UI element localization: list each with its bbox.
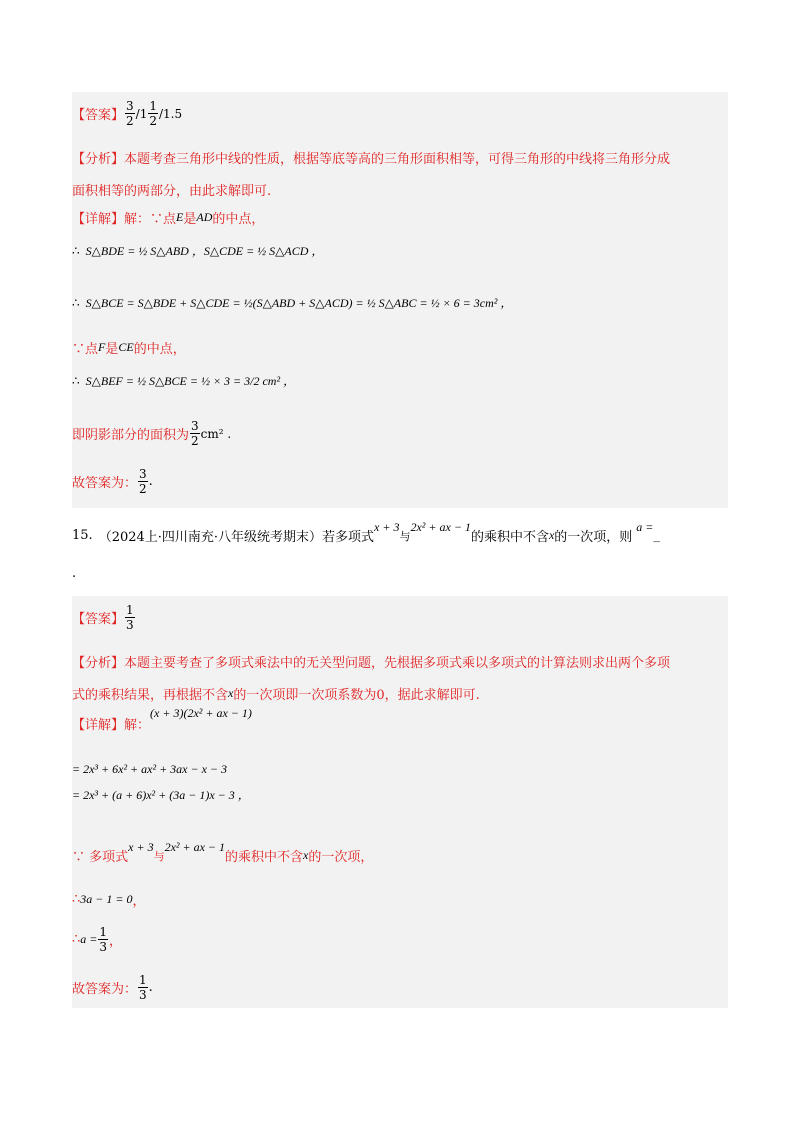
q15-answer-fraction: $\frac{1}{3}$ (126, 603, 134, 632)
q14-equation-1: ∴ S△BDE = ½ S△ABD ，S△CDE = ½ S△ACD ， (72, 243, 324, 258)
q15-because-line: ∵ 多项式 x + 3 与 2x² + ax − 1 的乘积中不含 x 的一次项， (72, 840, 374, 865)
q14-f-midpoint-line: ∵点 F 是 CE 的中点， (72, 340, 186, 357)
q15-detail-line: 【详解】 解： (x + 3)(2x² + ax − 1) (72, 706, 252, 733)
shadow-fraction: $\frac{3}{2}$ (191, 419, 199, 448)
q15-final-answer-line: 故答案为： $\frac{1}{3}$ . (72, 973, 153, 1002)
q15-final-fraction: $\frac{1}{3}$ (139, 973, 147, 1002)
q15-so-line-1: ∴ 3a − 1 = 0 ， (72, 892, 146, 909)
answer-mixed-fraction: $\frac{1}{2}$ (149, 99, 157, 128)
q14-analysis-line-2: 面积相等的两部分，由此求解即可. (72, 184, 272, 199)
q15-question-line: 15. （2024上·四川南充·八年级统考期末）若多项式 x + 3 与 2x² + ax − 1 的乘积中不含 x 的一次项，则 a = _ (72, 520, 660, 545)
answer-label: 【答案】 (72, 108, 125, 123)
q15-question-period: . (72, 566, 77, 581)
q14-shadow-area-line: 即阴影部分的面积为 $\frac{3}{2}$ cm² . (72, 419, 232, 448)
answer-fraction: $\frac{3}{2}$ (126, 99, 134, 128)
q14-answer-line: 【答案】 $\frac{3}{2}$ /1 $\frac{1}{2}$ /1.5 (72, 99, 183, 128)
q14-detail-line: 【详解】 解：∵点 E 是 AD 的中点， (72, 210, 265, 227)
q15-so-line-2: ∴ a = $\frac{1}{3}$ ， (72, 925, 123, 954)
final-fraction: $\frac{3}{2}$ (139, 467, 147, 496)
q15-step-2: = 2x³ + (a + 6)x² + (3a − 1)x − 3 ， (72, 788, 250, 802)
q15-a-fraction: $\frac{1}{3}$ (99, 925, 108, 954)
q15-analysis-line-2: 式的乘积结果，再根据不含 x 的一次项即一次项系数为0，据此求解即可. (72, 686, 480, 703)
q14-equation-3: ∴ S△BEF = ½ S△BCE = ½ × 3 = 3/2 cm² ， (72, 373, 296, 388)
q15-answer-line: 【答案】 $\frac{1}{3}$ (72, 603, 134, 632)
q14-final-answer-line: 故答案为： $\frac{3}{2}$ . (72, 467, 153, 496)
q14-equation-2: ∴ S△BCE = S△BDE + S△CDE = ½(S△ABD + S△ACD) = ½ S△ABC = ½ × 6 = 3cm² ， (72, 295, 513, 310)
q15-analysis-line-1: 【分析】 本题主要考查了多项式乘法中的无关型问题，先根据多项式乘以多项式的计算法则求出两个多项 (72, 656, 671, 671)
q14-solution-block (72, 92, 728, 508)
q15-step-1: = 2x³ + 6x² + ax² + 3ax − x − 3 (72, 762, 228, 776)
q15-solution-block (72, 596, 728, 1008)
q14-analysis-line-1: 【分析】 本题考查三角形中线的性质，根据等底等高的三角形面积相等，可得三角形的中线将三角形分成 (72, 152, 671, 167)
